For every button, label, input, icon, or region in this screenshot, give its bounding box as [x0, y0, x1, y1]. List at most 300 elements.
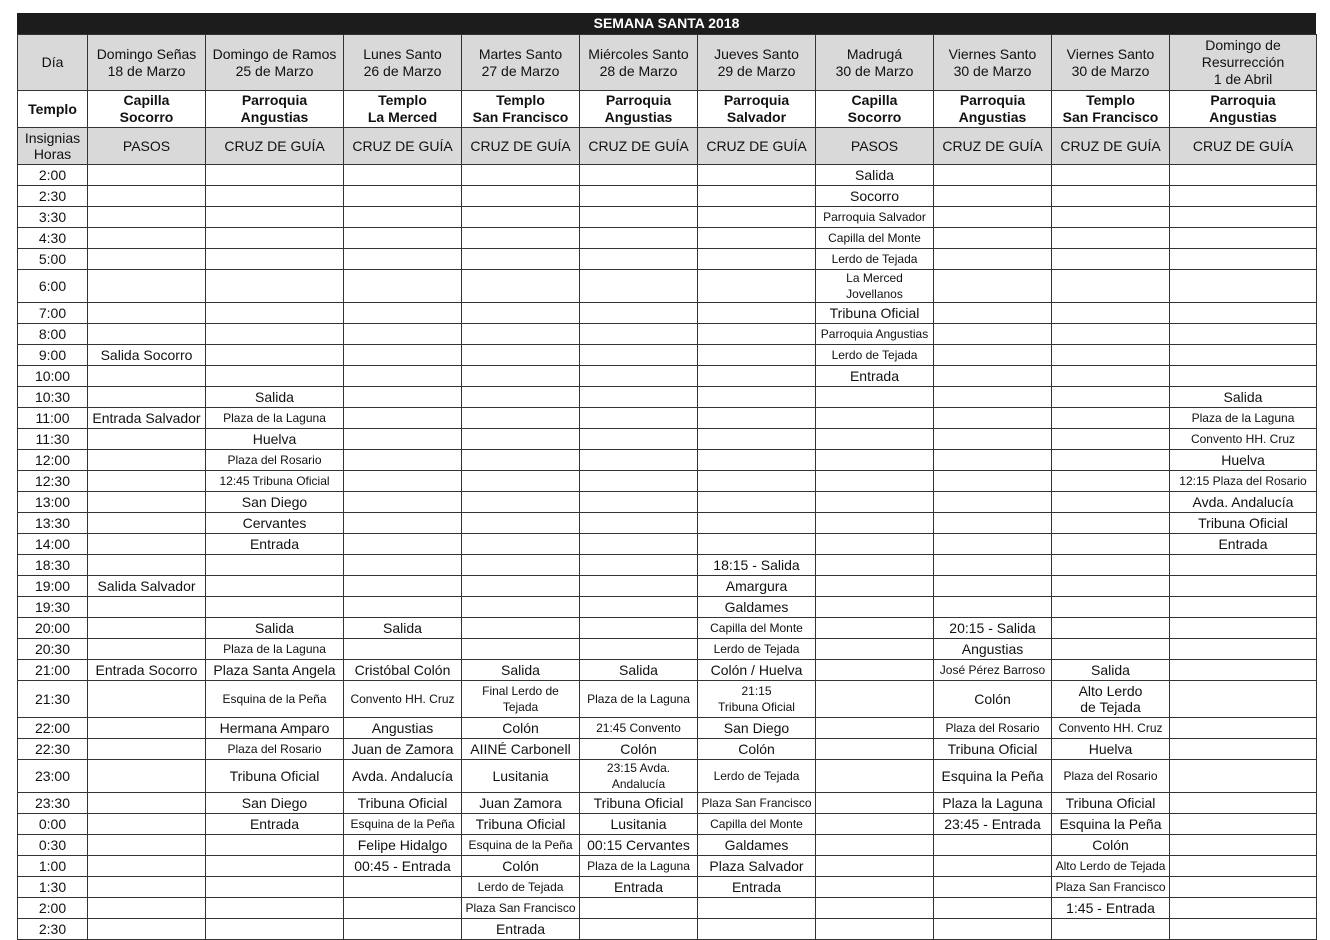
schedule-cell: Plaza de la Laguna — [580, 681, 698, 718]
day-name: Viernes Santo — [1066, 45, 1155, 62]
hour-cell: 4:30 — [18, 228, 88, 249]
schedule-cell — [1170, 739, 1317, 760]
day-header — [580, 35, 698, 91]
header-row-days — [18, 35, 1317, 91]
table-row — [18, 597, 1317, 618]
schedule-cell: Lerdo de Tejada — [816, 249, 934, 270]
schedule-cell: Colón — [580, 739, 698, 760]
schedule-cell — [816, 429, 934, 450]
hour-cell: 14:00 — [18, 534, 88, 555]
schedule-cell — [698, 534, 816, 555]
schedule-cell — [580, 303, 698, 324]
hour-cell: 6:00 — [18, 270, 88, 303]
schedule-cell — [580, 576, 698, 597]
schedule-cell: Cervantes — [206, 513, 344, 534]
table-row — [18, 639, 1317, 660]
schedule-cell: Capilla del Monte — [698, 814, 816, 835]
schedule-cell — [462, 492, 580, 513]
schedule-cell — [88, 249, 206, 270]
schedule-cell — [1052, 555, 1170, 576]
hour-cell: 18:30 — [18, 555, 88, 576]
schedule-cell: Esquina la Peña — [1052, 814, 1170, 835]
schedule-cell: Parroquia Angustias — [816, 324, 934, 345]
schedule-cell — [1170, 249, 1317, 270]
schedule-cell — [934, 249, 1052, 270]
schedule-cell: Colón — [934, 681, 1052, 718]
schedule-cell — [1052, 324, 1170, 345]
templo-cell: Capilla Socorro — [88, 91, 206, 128]
schedule-cell — [88, 228, 206, 249]
schedule-cell — [1170, 681, 1317, 718]
table-row — [18, 618, 1317, 639]
schedule-cell — [206, 919, 344, 940]
schedule-cell — [344, 576, 462, 597]
schedule-cell — [88, 534, 206, 555]
schedule-cell: Angustias — [934, 639, 1052, 660]
schedule-cell: Alto Lerdo de Tejada — [1052, 681, 1170, 718]
schedule-cell — [1170, 303, 1317, 324]
schedule-cell: AIINÉ Carbonell — [462, 739, 580, 760]
day-header — [206, 35, 344, 91]
schedule-cell — [816, 919, 934, 940]
schedule-cell — [88, 639, 206, 660]
hour-cell: 23:30 — [18, 793, 88, 814]
schedule-cell — [934, 555, 1052, 576]
day-date: 25 de Marzo — [235, 62, 314, 79]
hour-cell: 11:00 — [18, 408, 88, 429]
row-label-dia: Día — [18, 35, 88, 91]
schedule-cell: Salida — [580, 660, 698, 681]
schedule-cell: Salida Salvador — [88, 576, 206, 597]
schedule-cell — [698, 324, 816, 345]
schedule-cell: Convento HH. Cruz — [1170, 429, 1317, 450]
schedule-cell: Salida — [206, 387, 344, 408]
schedule-cell — [698, 387, 816, 408]
schedule-cell: Huelva — [1170, 450, 1317, 471]
schedule-cell: San Diego — [206, 793, 344, 814]
hour-cell: 5:00 — [18, 249, 88, 270]
schedule-cell — [88, 450, 206, 471]
schedule-cell — [206, 324, 344, 345]
schedule-cell — [1170, 814, 1317, 835]
schedule-cell — [1052, 270, 1170, 303]
hour-cell: 21:00 — [18, 660, 88, 681]
schedule-body — [18, 165, 1317, 940]
schedule-cell: Plaza San Francisco — [462, 898, 580, 919]
schedule-cell: Tribuna Oficial — [206, 760, 344, 793]
schedule-cell — [698, 249, 816, 270]
day-header — [462, 35, 580, 91]
schedule-cell: Plaza de la Laguna — [206, 639, 344, 660]
schedule-cell — [88, 492, 206, 513]
schedule-cell — [816, 814, 934, 835]
table-row — [18, 793, 1317, 814]
table-row — [18, 249, 1317, 270]
schedule-cell — [206, 345, 344, 366]
schedule-cell — [1052, 387, 1170, 408]
hour-cell: 12:00 — [18, 450, 88, 471]
schedule-cell — [462, 207, 580, 228]
schedule-cell: Plaza San Francisco — [1052, 877, 1170, 898]
schedule-cell — [1170, 555, 1317, 576]
schedule-cell — [88, 681, 206, 718]
schedule-cell — [816, 387, 934, 408]
schedule-cell — [344, 408, 462, 429]
schedule-cell: Convento HH. Cruz — [344, 681, 462, 718]
hour-cell: 2:30 — [18, 919, 88, 940]
schedule-cell: Angustias — [344, 718, 462, 739]
schedule-cell — [698, 270, 816, 303]
schedule-cell — [580, 618, 698, 639]
schedule-cell: Lerdo de Tejada — [698, 760, 816, 793]
schedule-cell — [580, 450, 698, 471]
schedule-cell: Salida — [1052, 660, 1170, 681]
header-row-templo — [18, 91, 1317, 128]
schedule-cell — [580, 919, 698, 940]
table-row — [18, 513, 1317, 534]
schedule-cell — [1052, 919, 1170, 940]
schedule-cell — [816, 835, 934, 856]
schedule-cell: Colón — [462, 856, 580, 877]
schedule-cell — [1170, 324, 1317, 345]
schedule-cell — [1170, 856, 1317, 877]
schedule-cell — [934, 366, 1052, 387]
hour-cell: 22:00 — [18, 718, 88, 739]
schedule-sheet — [17, 13, 1316, 940]
schedule-cell: Entrada — [1170, 534, 1317, 555]
schedule-cell — [344, 877, 462, 898]
schedule-cell — [1170, 618, 1317, 639]
schedule-cell — [580, 387, 698, 408]
schedule-cell — [88, 597, 206, 618]
row-label-insignias-horas: Insignias Horas — [18, 128, 88, 165]
day-name: Domingo de Resurrección — [1201, 37, 1285, 70]
schedule-cell — [344, 898, 462, 919]
day-date: 1 de Abril — [1213, 71, 1273, 87]
day-header — [1052, 35, 1170, 91]
hour-cell: 13:00 — [18, 492, 88, 513]
schedule-cell — [698, 450, 816, 471]
table-row — [18, 681, 1317, 718]
day-date: 30 de Marzo — [835, 62, 914, 79]
table-row — [18, 387, 1317, 408]
schedule-cell — [1170, 877, 1317, 898]
schedule-cell — [344, 471, 462, 492]
schedule-cell: Plaza la Laguna — [934, 793, 1052, 814]
schedule-cell: Capilla del Monte — [816, 228, 934, 249]
schedule-cell: Galdames — [698, 597, 816, 618]
schedule-cell — [88, 760, 206, 793]
schedule-cell — [88, 186, 206, 207]
schedule-cell — [206, 270, 344, 303]
schedule-cell — [1052, 534, 1170, 555]
insignia-cell: CRUZ DE GUÍA — [580, 128, 698, 165]
schedule-cell — [698, 186, 816, 207]
schedule-cell: Colón — [462, 718, 580, 739]
hour-cell: 2:00 — [18, 898, 88, 919]
insignia-cell: CRUZ DE GUÍA — [934, 128, 1052, 165]
schedule-cell: Plaza Santa Angela — [206, 660, 344, 681]
schedule-cell — [462, 429, 580, 450]
schedule-cell: 00:15 Cervantes — [580, 835, 698, 856]
schedule-cell — [1170, 165, 1317, 186]
table-row — [18, 534, 1317, 555]
hour-cell: 23:00 — [18, 760, 88, 793]
schedule-cell — [580, 898, 698, 919]
schedule-cell — [462, 228, 580, 249]
schedule-cell — [462, 471, 580, 492]
schedule-cell — [88, 835, 206, 856]
schedule-cell — [1170, 270, 1317, 303]
day-header — [344, 35, 462, 91]
schedule-cell: Plaza de la Laguna — [580, 856, 698, 877]
schedule-cell — [580, 639, 698, 660]
schedule-cell — [206, 207, 344, 228]
hour-cell: 21:30 — [18, 681, 88, 718]
schedule-cell — [1052, 207, 1170, 228]
schedule-cell — [698, 513, 816, 534]
table-row — [18, 270, 1317, 303]
schedule-cell — [816, 408, 934, 429]
schedule-cell — [580, 228, 698, 249]
schedule-cell — [344, 513, 462, 534]
table-row — [18, 165, 1317, 186]
schedule-cell — [88, 366, 206, 387]
hour-cell: 11:30 — [18, 429, 88, 450]
templo-cell: Parroquia Salvador — [698, 91, 816, 128]
schedule-cell: 20:15 - Salida — [934, 618, 1052, 639]
schedule-cell: Lerdo de Tejada — [698, 639, 816, 660]
schedule-cell: Plaza del Rosario — [206, 450, 344, 471]
schedule-cell — [88, 877, 206, 898]
schedule-cell — [934, 324, 1052, 345]
schedule-cell — [934, 534, 1052, 555]
schedule-cell — [934, 165, 1052, 186]
schedule-cell: Tribuna Oficial — [1170, 513, 1317, 534]
table-row — [18, 345, 1317, 366]
schedule-cell: Tribuna Oficial — [344, 793, 462, 814]
schedule-cell — [934, 429, 1052, 450]
schedule-cell — [580, 555, 698, 576]
schedule-cell: Galdames — [698, 835, 816, 856]
schedule-cell: Huelva — [1052, 739, 1170, 760]
schedule-cell: José Pérez Barroso — [934, 660, 1052, 681]
schedule-cell: Entrada Socorro — [88, 660, 206, 681]
day-name: Madrugá — [846, 45, 903, 62]
schedule-cell — [88, 270, 206, 303]
schedule-cell: Plaza del Rosario — [206, 739, 344, 760]
schedule-cell — [698, 303, 816, 324]
schedule-cell — [698, 471, 816, 492]
schedule-cell: Final Lerdo de Tejada — [462, 681, 580, 718]
schedule-cell — [344, 270, 462, 303]
schedule-cell — [816, 681, 934, 718]
schedule-cell — [462, 618, 580, 639]
schedule-cell: Colón — [1052, 835, 1170, 856]
day-header — [88, 35, 206, 91]
day-date: 26 de Marzo — [363, 62, 442, 79]
schedule-cell — [462, 387, 580, 408]
schedule-cell — [462, 450, 580, 471]
schedule-cell — [462, 324, 580, 345]
schedule-cell — [344, 165, 462, 186]
table-title: SEMANA SANTA 2018 — [17, 13, 1316, 34]
schedule-cell — [206, 856, 344, 877]
schedule-cell: Salida — [206, 618, 344, 639]
schedule-cell — [698, 165, 816, 186]
day-date: 28 de Marzo — [599, 62, 678, 79]
schedule-cell — [1052, 429, 1170, 450]
schedule-cell — [816, 471, 934, 492]
schedule-cell — [698, 898, 816, 919]
schedule-cell — [816, 660, 934, 681]
hour-cell: 10:00 — [18, 366, 88, 387]
insignia-cell: PASOS — [88, 128, 206, 165]
schedule-cell: Alto Lerdo de Tejada — [1052, 856, 1170, 877]
schedule-cell — [698, 919, 816, 940]
schedule-cell — [934, 898, 1052, 919]
schedule-cell — [934, 450, 1052, 471]
schedule-cell — [934, 492, 1052, 513]
day-header — [1170, 35, 1317, 91]
hour-cell: 12:30 — [18, 471, 88, 492]
schedule-cell — [462, 555, 580, 576]
schedule-cell — [462, 408, 580, 429]
schedule-cell — [88, 324, 206, 345]
schedule-cell — [462, 249, 580, 270]
table-row — [18, 898, 1317, 919]
day-date: 27 de Marzo — [481, 62, 560, 79]
schedule-cell — [1052, 618, 1170, 639]
table-row — [18, 450, 1317, 471]
schedule-cell: Entrada — [462, 919, 580, 940]
schedule-cell — [580, 492, 698, 513]
schedule-cell — [816, 639, 934, 660]
schedule-cell — [344, 429, 462, 450]
schedule-cell: Hermana Amparo — [206, 718, 344, 739]
schedule-cell — [698, 429, 816, 450]
insignia-cell: CRUZ DE GUÍA — [1052, 128, 1170, 165]
insignia-cell: CRUZ DE GUÍA — [462, 128, 580, 165]
day-name: Miércoles Santo — [588, 45, 689, 62]
schedule-cell: Lerdo de Tejada — [462, 877, 580, 898]
schedule-cell — [934, 877, 1052, 898]
schedule-cell: Salida — [816, 165, 934, 186]
schedule-cell — [816, 718, 934, 739]
schedule-cell: Plaza del Rosario — [934, 718, 1052, 739]
schedule-cell: Salida — [1170, 387, 1317, 408]
schedule-cell — [344, 450, 462, 471]
schedule-cell — [816, 898, 934, 919]
schedule-cell — [1052, 165, 1170, 186]
schedule-cell — [344, 555, 462, 576]
table-row — [18, 814, 1317, 835]
schedule-cell — [698, 228, 816, 249]
hour-cell: 3:30 — [18, 207, 88, 228]
schedule-cell — [934, 919, 1052, 940]
table-row — [18, 207, 1317, 228]
templo-cell: Capilla Socorro — [816, 91, 934, 128]
schedule-cell — [1170, 639, 1317, 660]
schedule-cell — [206, 303, 344, 324]
header-row-insignias — [18, 128, 1317, 165]
schedule-cell: Plaza Salvador — [698, 856, 816, 877]
schedule-cell: 12:15 Plaza del Rosario — [1170, 471, 1317, 492]
schedule-cell — [1170, 186, 1317, 207]
row-label-templo: Templo — [18, 91, 88, 128]
schedule-cell: Huelva — [206, 429, 344, 450]
schedule-cell — [816, 513, 934, 534]
table-row — [18, 408, 1317, 429]
schedule-cell — [1170, 576, 1317, 597]
schedule-cell: Tribuna Oficial — [580, 793, 698, 814]
schedule-cell — [580, 270, 698, 303]
schedule-cell — [344, 345, 462, 366]
schedule-cell — [698, 207, 816, 228]
schedule-cell — [88, 513, 206, 534]
templo-cell: Parroquia Angustias — [934, 91, 1052, 128]
schedule-cell — [934, 408, 1052, 429]
schedule-cell — [1052, 249, 1170, 270]
day-name: Viernes Santo — [948, 45, 1037, 62]
schedule-cell — [1170, 718, 1317, 739]
schedule-cell — [1052, 303, 1170, 324]
schedule-cell — [206, 186, 344, 207]
day-name: Jueves Santo — [714, 45, 799, 62]
schedule-cell — [344, 492, 462, 513]
schedule-cell — [580, 471, 698, 492]
schedule-cell: Amargura — [698, 576, 816, 597]
table-row — [18, 760, 1317, 793]
schedule-cell — [462, 534, 580, 555]
day-name: Martes Santo — [478, 45, 563, 62]
schedule-cell: Entrada — [816, 366, 934, 387]
schedule-cell: Esquina de la Peña — [206, 681, 344, 718]
schedule-cell — [1052, 639, 1170, 660]
insignia-cell: CRUZ DE GUÍA — [344, 128, 462, 165]
schedule-cell — [88, 471, 206, 492]
table-row — [18, 877, 1317, 898]
schedule-cell — [1052, 186, 1170, 207]
schedule-cell — [580, 186, 698, 207]
schedule-cell — [462, 186, 580, 207]
schedule-cell — [462, 303, 580, 324]
schedule-cell: Entrada — [206, 534, 344, 555]
schedule-cell: Entrada — [206, 814, 344, 835]
schedule-cell — [1170, 366, 1317, 387]
day-header — [698, 35, 816, 91]
schedule-cell — [816, 555, 934, 576]
schedule-cell — [1052, 597, 1170, 618]
schedule-cell — [206, 898, 344, 919]
schedule-cell — [1052, 408, 1170, 429]
templo-cell: Parroquia Angustias — [1170, 91, 1317, 128]
schedule-cell: Tribuna Oficial — [934, 739, 1052, 760]
schedule-cell — [1052, 471, 1170, 492]
hour-cell: 0:00 — [18, 814, 88, 835]
table-row — [18, 186, 1317, 207]
schedule-cell — [934, 835, 1052, 856]
schedule-cell: Colón / Huelva — [698, 660, 816, 681]
schedule-cell: 23:15 Avda. Andalucía — [580, 760, 698, 793]
schedule-cell — [816, 856, 934, 877]
schedule-cell — [462, 165, 580, 186]
schedule-cell — [1170, 835, 1317, 856]
schedule-cell — [462, 270, 580, 303]
schedule-cell — [816, 597, 934, 618]
hour-cell: 20:30 — [18, 639, 88, 660]
schedule-cell — [88, 814, 206, 835]
